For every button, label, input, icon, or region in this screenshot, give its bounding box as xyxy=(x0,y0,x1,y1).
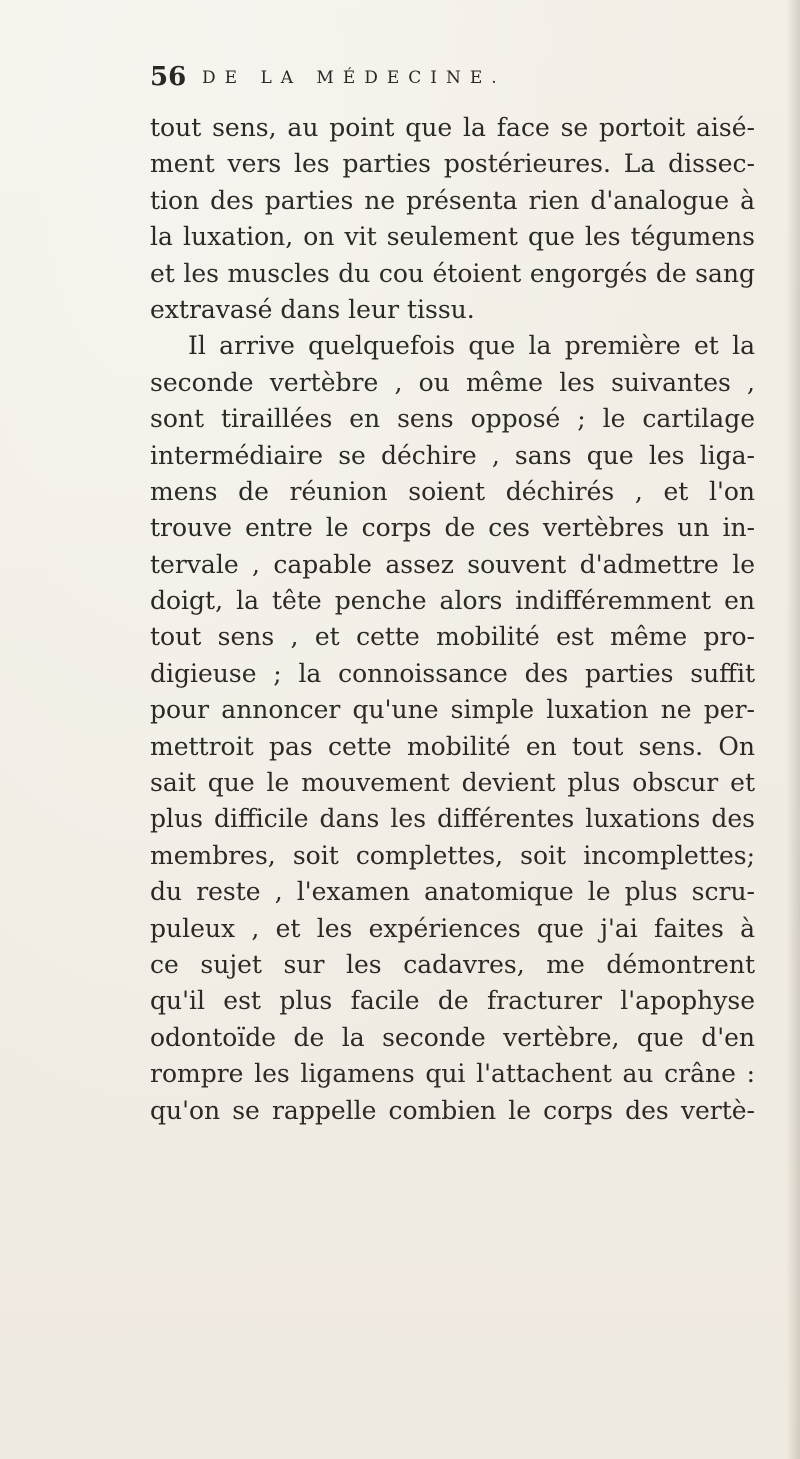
text-line: ce sujet sur les cadavres, me démontrent xyxy=(150,949,755,979)
page-number: 56 xyxy=(150,62,187,92)
text-line: qu'il est plus facile de fracturer l'apophyse xyxy=(150,986,755,1016)
text-line: rompre les ligamens qui l'attachent au crâne : xyxy=(150,1059,755,1089)
text-line: doigt, la tête penche alors indifféremment en xyxy=(150,586,755,616)
body-text xyxy=(150,110,755,1129)
text-line: tout sens , et cette mobilité est même pro- xyxy=(150,622,755,652)
text-line: intermédiaire se déchire , sans que les liga- xyxy=(150,440,755,470)
text-line: membres, soit complettes, soit incomplettes; xyxy=(150,840,755,870)
text-line: tion des parties ne présenta rien d'analogue à xyxy=(150,185,755,215)
text-line: odontoïde de la seconde vertèbre, que d'en xyxy=(150,1022,755,1052)
page-header xyxy=(150,62,750,102)
text-line: la luxation, on vit seulement que les tégumens xyxy=(150,222,755,252)
text-line: sont tiraillées en sens opposé ; le cartilage xyxy=(150,404,755,434)
text-line: ment vers les parties postérieures. La dissec- xyxy=(150,149,755,179)
text-line: trouve entre le corps de ces vertèbres un in- xyxy=(150,513,755,543)
text-line: sait que le mouvement devient plus obscur et xyxy=(150,768,755,798)
text-line: plus difficile dans les différentes luxations des xyxy=(150,804,755,834)
text-line: digieuse ; la connoissance des parties suffit xyxy=(150,658,755,688)
text-line: mens de réunion soient déchirés , et l'on xyxy=(150,476,755,506)
text-line: et les muscles du cou étoient engorgés de sang xyxy=(150,258,755,288)
text-line: seconde vertèbre , ou même les suivantes , xyxy=(150,367,755,397)
text-line: qu'on se rappelle combien le corps des vertè- xyxy=(150,1095,755,1125)
text-line: mettroit pas cette mobilité en tout sens. On xyxy=(150,731,755,761)
running-head: DE LA MÉDECINE. xyxy=(202,68,506,88)
text-line: puleux , et les expériences que j'ai faites à xyxy=(150,913,755,943)
text-line: extravasé dans leur tissu. xyxy=(150,294,475,324)
text-line: du reste , l'examen anatomique le plus scru- xyxy=(150,877,755,907)
text-line: tout sens, au point que la face se portoit aisé- xyxy=(150,113,755,142)
text-line: Il arrive quelquefois que la première et la xyxy=(188,331,755,361)
text-line: pour annoncer qu'une simple luxation ne per- xyxy=(150,695,755,725)
page-edge-shadow xyxy=(786,0,800,1459)
text-line: tervale , capable assez souvent d'admettre le xyxy=(150,549,755,579)
